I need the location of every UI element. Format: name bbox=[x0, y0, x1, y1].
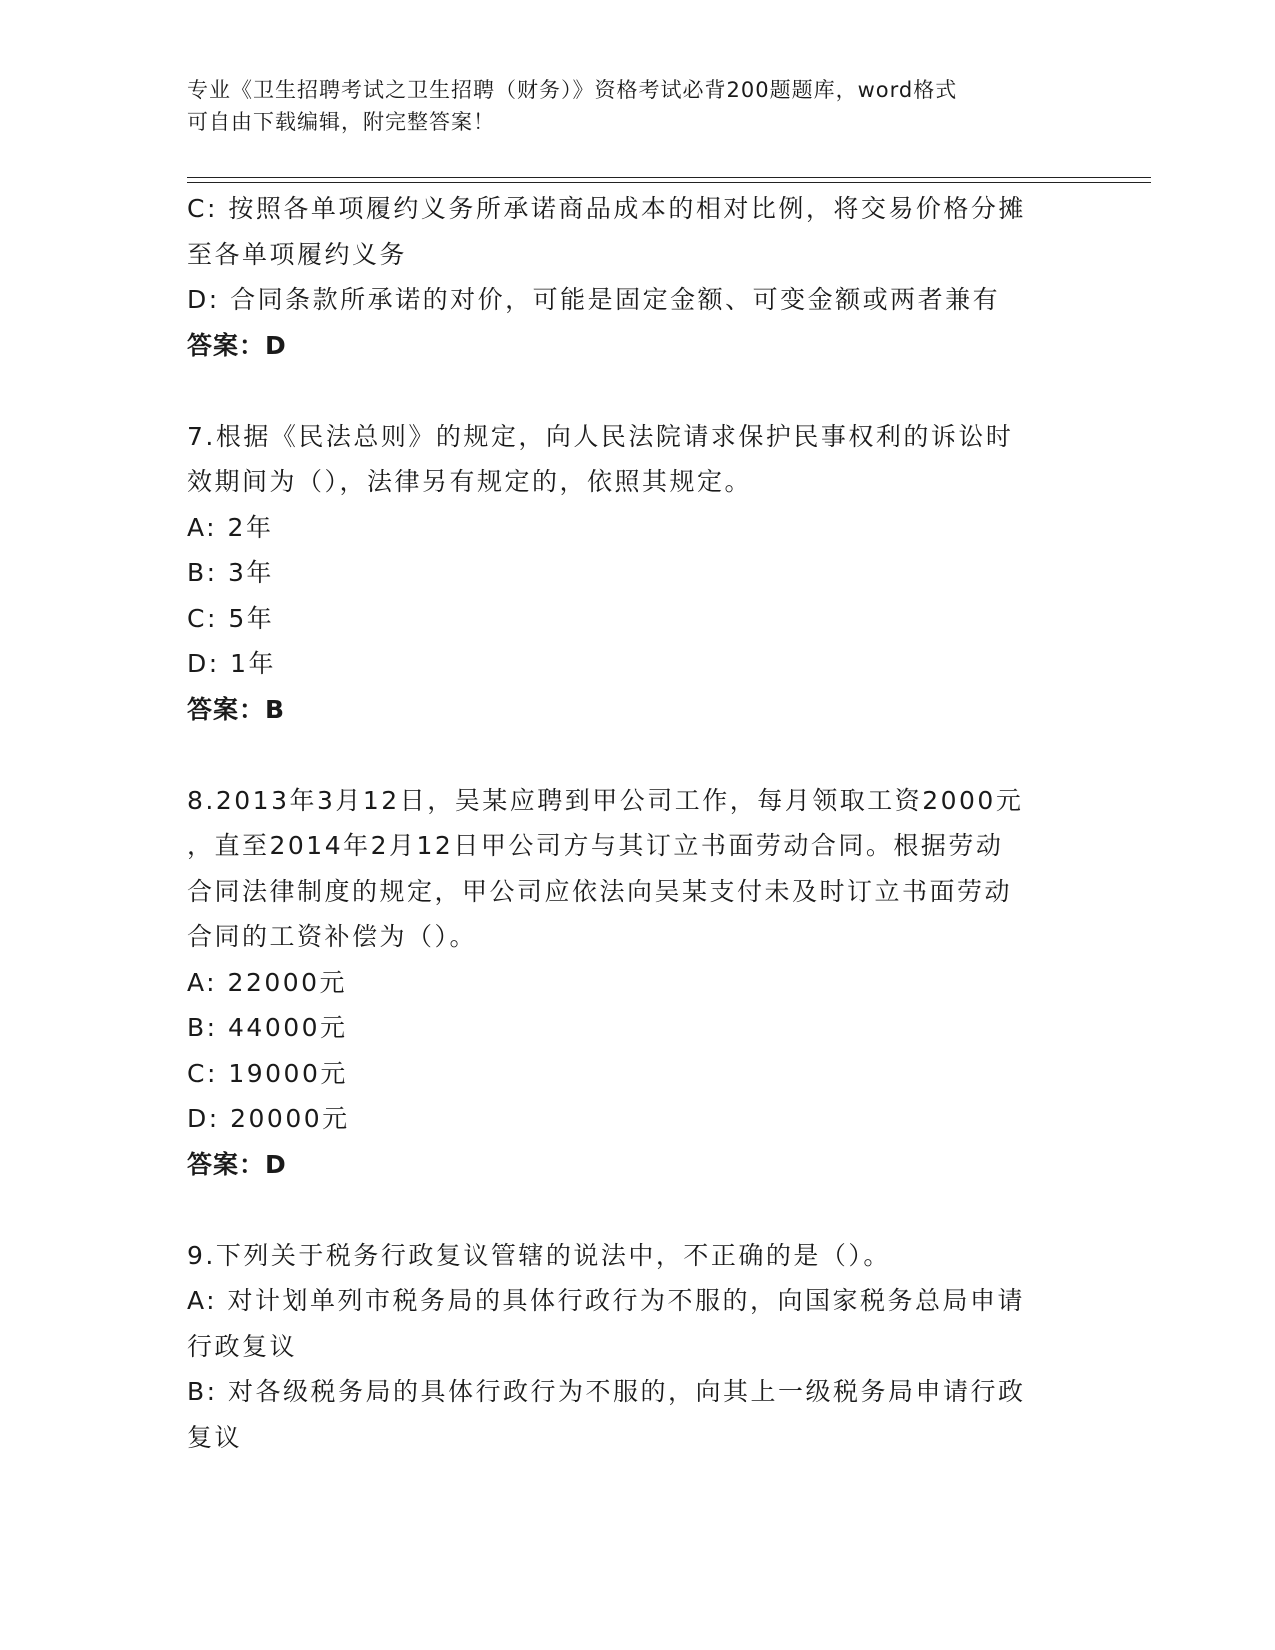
option-d: D: 合同条款所承诺的对价，可能是固定金额、可变金额或两者兼有 bbox=[187, 285, 1001, 314]
header-title-line-1: 专业《卫生招聘考试之卫生招聘（财务）》资格考试必背200题题库，word格式 bbox=[187, 78, 958, 102]
option-a-line-1: A: 对计划单列市税务局的具体行政行为不服的，向国家税务总局申请 bbox=[187, 1286, 1026, 1315]
option-b-line-2: 复议 bbox=[187, 1422, 243, 1452]
spacer bbox=[187, 368, 1087, 414]
question-7-block bbox=[187, 414, 1087, 733]
header-title-line-2: 可自由下载编辑，附完整答案！ bbox=[187, 110, 495, 134]
option-b: B: 44000元 bbox=[187, 1013, 348, 1042]
answer-label: 答案：D bbox=[187, 1149, 287, 1179]
option-d: D: 1年 bbox=[187, 649, 277, 678]
question-stem-line-1: 8.2013年3月12日，吴某应聘到甲公司工作，每月领取工资2000元 bbox=[187, 785, 1024, 815]
option-b-line-1: B: 对各级税务局的具体行政行为不服的，向其上一级税务局申请行政 bbox=[187, 1377, 1026, 1406]
answer-label: 答案：B bbox=[187, 694, 286, 724]
question-stem-line-2: 效期间为（），法律另有规定的，依照其规定。 bbox=[187, 467, 753, 496]
option-a: A: 22000元 bbox=[187, 967, 348, 997]
option-c: C: 5年 bbox=[187, 603, 275, 633]
document-header bbox=[187, 74, 1067, 138]
header-divider-bottom bbox=[187, 182, 1151, 183]
option-b: B: 3年 bbox=[187, 558, 274, 587]
answer-label: 答案：D bbox=[187, 330, 287, 360]
option-a: A: 2年 bbox=[187, 512, 274, 542]
question-stem-line-3: 合同法律制度的规定，甲公司应依法向吴某支付未及时订立书面劳动 bbox=[187, 876, 1013, 906]
previous-question-block bbox=[187, 186, 1087, 368]
spacer bbox=[187, 732, 1087, 778]
option-d: D: 20000元 bbox=[187, 1104, 350, 1133]
header-divider-top bbox=[187, 177, 1151, 178]
option-c: C: 19000元 bbox=[187, 1058, 348, 1088]
question-stem-line-2: ，直至2014年2月12日甲公司方与其订立书面劳动合同。根据劳动 bbox=[187, 831, 1004, 860]
question-stem-line-4: 合同的工资补偿为（）。 bbox=[187, 922, 478, 951]
question-stem-line-1: 9.下列关于税务行政复议管辖的说法中，不正确的是（）。 bbox=[187, 1240, 891, 1270]
question-8-block bbox=[187, 778, 1087, 1188]
question-content bbox=[187, 186, 1087, 1460]
spacer bbox=[187, 1187, 1087, 1233]
option-a-line-2: 行政复议 bbox=[187, 1331, 298, 1361]
option-c-line-2: 至各单项履约义务 bbox=[187, 239, 408, 269]
option-c-line-1: C: 按照各单项履约义务所承诺商品成本的相对比例，将交易价格分摊 bbox=[187, 194, 1026, 223]
question-9-block bbox=[187, 1233, 1087, 1461]
question-stem-line-1: 7.根据《民法总则》的规定，向人民法院请求保护民事权利的诉讼时 bbox=[187, 421, 1014, 451]
